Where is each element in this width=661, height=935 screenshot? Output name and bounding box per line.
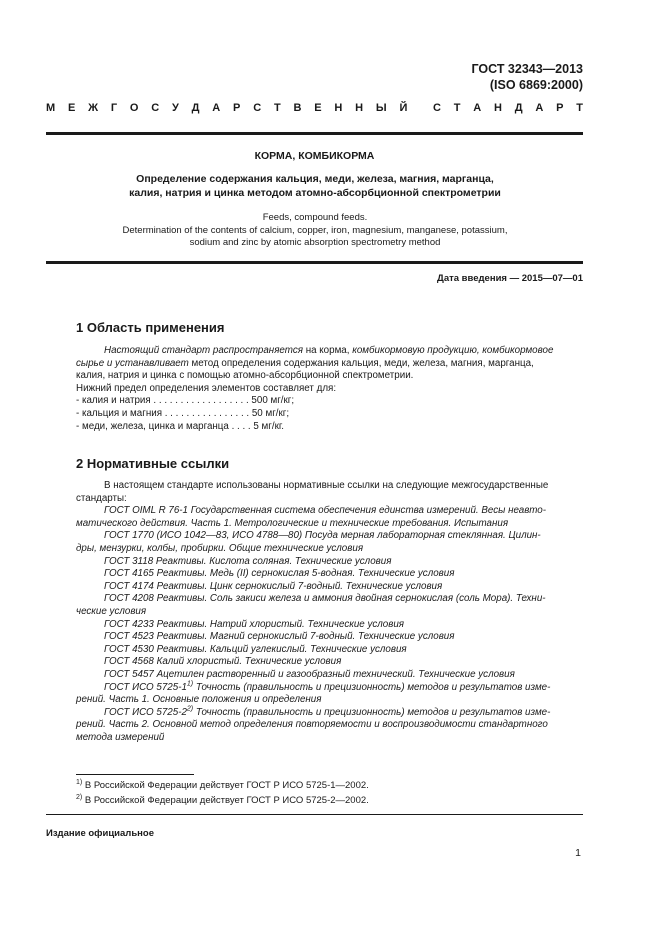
reference-item: ГОСТ 4530 Реактивы. Кальций углекислый. Технические условия bbox=[104, 643, 407, 655]
introduction-date: Дата введения — 2015—07—01 bbox=[437, 273, 583, 284]
reference-item: ГОСТ 4523 Реактивы. Магний сернокислый 7-водный. Технические условия bbox=[104, 631, 455, 643]
detection-limit-item: - калия и натрия . . . . . . . . . . . . . . . . . . 500 мг/кг; bbox=[76, 395, 295, 407]
reference-item-continuation: матического действия. Часть 1. Метрологические и технические требования. Испытания bbox=[76, 517, 509, 529]
banner-letter: Т bbox=[273, 102, 281, 114]
footnote-2: $^{2)}$ В Российской Федерации действует ГОСТ Р ИСО 5725-2—2002. bbox=[76, 794, 369, 807]
reference-iso-5725-2: ГОСТ ИСО 5725-2$^{2)}$ Точность (правильность и прецизионность) методов и результатов изме- bbox=[104, 705, 551, 718]
standard-number-block bbox=[471, 61, 583, 93]
banner-letter: Е bbox=[67, 102, 76, 114]
document-subtitle: Определение содержания кальция, меди, железа, магния, марганца, калия, натрия и цинка методом атомно-абсорбционной спектрометрии bbox=[129, 173, 501, 199]
banner-letter: А bbox=[212, 102, 221, 114]
section-2-heading: 2 Нормативные ссылки bbox=[76, 456, 230, 471]
reference-item: ГОСТ 5457 Ацетилен растворенный и газообразный технический. Технические условия bbox=[104, 668, 515, 680]
banner-letter: С bbox=[253, 102, 262, 114]
standard-number: ГОСТ 32343—2013 bbox=[471, 62, 583, 76]
section-1-body: Настоящий стандарт распространяется на корма, комбикормовую продукцию, комбикормовое сырье и устанавливает метод определения содержания кальция, меди, железа, магния, марганца, калия, натрия и цинка с помощью атомно-абсорбционной спектрометрии. Нижний предел определения элементов составляет для: - калия и натрия . . . . . . . . . . . . . . . . . . 500 мг/кг; - кальция и магния . . . . . . . . . . . . . . . . 50 мг/кг; - меди, железа, цинка и марганца . . . . 5 мг/кг. bbox=[76, 345, 583, 433]
references-list bbox=[76, 505, 583, 681]
interstate-standard-banner bbox=[46, 102, 583, 114]
footnote-rule bbox=[76, 774, 194, 775]
banner-letter: С bbox=[151, 102, 160, 114]
banner-letter: Р bbox=[556, 102, 564, 114]
banner-letter: У bbox=[172, 102, 179, 114]
banner-letter: Р bbox=[233, 102, 241, 114]
section-2-body: В настоящем стандарте использованы нормативные ссылки на следующие межгосударственные стандарты: ГОСТ OIML R 76-1 Государственная система обеспечения единства измерений. Весы неавто- матического действия. Часть 1. Метрологические и технические требования. Испытания ГОСТ 1770 (ИСО 1042—83, ИСО 4788—80) Посуда мерная лабораторная стеклянная. Цилин- дры, мензурки, колбы, пробирки. Общие технические условия ГОСТ 3118 Реактивы. Кислота соляная. Технические условия ГОСТ 4165 Реактивы. Медь (II) сернокислая 5-водная. Технические условия ГОСТ 4174 Реактивы. Цинк сернокислый 7-водный. Технические условия ГОСТ 4208 Реактивы. Соль закиси железа и аммония двойная сернокислая (соль Мора). Техни- ческие условия ГОСТ 4233 Реактивы. Натрий хлористый. Технические условия ГОСТ 4523 Реактивы. Магний сернокислый 7-водный. Технические условия ГОСТ 4530 Реактивы. Кальций углекислый. Технические условия ГОСТ 4568 Калий хлористый. Технические условия ГОСТ 5457 Ацетилен растворенный и газообразный технический. Технические условия ГОСТ ИСО 5725-1$^{1)}$ Точность (правильность и прецизионность) методов и результатов изме- рений. Часть 1. Основные положения и определения ГОСТ ИСО 5725-2$^{2)}$ Точность (правильность и прецизионность) методов и результатов изме- рений. Часть 2. Основной метод определения повторяемости и воспроизводимости стандартного метода измерений bbox=[76, 480, 583, 744]
reference-item: ГОСТ 4165 Реактивы. Медь (II) сернокислая 5-водная. Технические условия bbox=[104, 568, 455, 580]
banner-letter: Т bbox=[576, 102, 583, 114]
detection-limit-item: - кальция и магния . . . . . . . . . . . . . . . . 50 мг/кг; bbox=[76, 407, 290, 419]
banner-letter: М bbox=[46, 102, 56, 114]
banner-letter: Н bbox=[334, 102, 343, 114]
reference-item: ГОСТ 1770 (ИСО 1042—83, ИСО 4788—80) Посуда мерная лабораторная стеклянная. Цилин- bbox=[104, 530, 541, 542]
banner-letter: В bbox=[293, 102, 302, 114]
reference-item: ГОСТ 4233 Реактивы. Натрий хлористый. Технические условия bbox=[104, 618, 405, 630]
title-rule bbox=[46, 261, 583, 264]
document-title: КОРМА, КОМБИКОРМА bbox=[254, 150, 375, 162]
footer-rule bbox=[46, 814, 583, 815]
reference-item: ГОСТ 4208 Реактивы. Соль закиси железа и аммония двойная сернокислая (соль Мора). Техни- bbox=[104, 593, 546, 605]
header-rule bbox=[46, 132, 583, 135]
banner-letter: Н bbox=[355, 102, 364, 114]
reference-item-continuation: ческие условия bbox=[76, 605, 147, 617]
banner-letter: Т bbox=[453, 102, 461, 114]
banner-letter: Ж bbox=[88, 102, 99, 114]
reference-item: ГОСТ 4174 Реактивы. Цинк сернокислый 7-водный. Технические условия bbox=[104, 580, 443, 592]
reference-item: ГОСТ OIML R 76-1 Государственная система обеспечения единства измерений. Весы неавто- bbox=[104, 505, 547, 517]
banner-letter: Ы bbox=[375, 102, 387, 114]
banner-letter: О bbox=[129, 102, 139, 114]
reference-item: ГОСТ 4568 Калий хлористый. Технические условия bbox=[104, 656, 342, 668]
banner-letter: Е bbox=[314, 102, 322, 114]
iso-equivalent: (ISO 6869:2000) bbox=[489, 78, 583, 92]
banner-letter: Д bbox=[191, 102, 200, 114]
footnote-1: $^{1)}$ В Российской Федерации действует ГОСТ Р ИСО 5725-1—2002. bbox=[76, 779, 369, 792]
reference-item-continuation: дры, мензурки, колбы, пробирки. Общие технические условия bbox=[76, 542, 364, 554]
banner-letter: Г bbox=[110, 102, 118, 114]
reference-item: ГОСТ 3118 Реактивы. Кислота соляная. Технические условия bbox=[104, 555, 392, 567]
banner-letter: С bbox=[432, 102, 441, 114]
banner-letter: А bbox=[473, 102, 482, 114]
detection-limit-item: - меди, железа, цинка и марганца . . . . 5 мг/кг. bbox=[76, 420, 284, 432]
reference-iso-5725-1: ГОСТ ИСО 5725-1$^{1)}$ Точность (правильность и прецизионность) методов и результатов изме- bbox=[104, 680, 551, 693]
detection-limits-list bbox=[76, 395, 583, 433]
banner-letter: Н bbox=[493, 102, 502, 114]
banner-letter: Й bbox=[399, 102, 408, 114]
banner-letter: Д bbox=[514, 102, 523, 114]
english-title: Feeds, compound feeds. Determination of the contents of calcium, copper, iron, magnesium, manganese, potassium, sodium and zinc by atomic absorption spectrometry method bbox=[122, 212, 508, 248]
official-edition-label: Издание официальное bbox=[46, 828, 154, 839]
page-number: 1 bbox=[575, 847, 581, 859]
section-1-heading: 1 Область применения bbox=[76, 320, 225, 335]
banner-letter: А bbox=[535, 102, 544, 114]
scope-paragraph: Настоящий стандарт распространяется на корма, комбикормовую продукцию, комбикормовое bbox=[104, 345, 554, 356]
